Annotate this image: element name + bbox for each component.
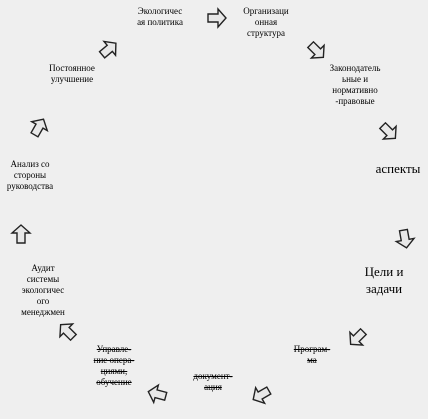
arrow-improvement-to-policy-icon [94, 34, 125, 65]
stage-audit: Аудит системы экологичес ого менеджмен [21, 263, 65, 317]
arrow-review-to-improvement-icon [24, 112, 54, 142]
arrow-program-to-docs-icon [246, 380, 276, 410]
stage-org-structure: Организаци онная структура [243, 6, 289, 38]
arrow-ops-to-audit-icon [51, 315, 82, 346]
arrow-audit-to-review-icon [10, 223, 32, 245]
stage-aspects: аспекты [375, 161, 421, 176]
stage-improvement: Постоянное улучшение [49, 63, 95, 84]
stage-documentation: документ- ация [193, 371, 233, 392]
arrow-docs-to-ops-icon [144, 381, 171, 408]
arrow-policy-to-org-icon [206, 7, 228, 29]
arrow-legal-to-aspects-icon [373, 116, 404, 147]
stage-operations: Управле- ние опера- циями, обучение [93, 344, 135, 387]
arrow-goals-to-program-icon [341, 322, 372, 353]
arrow-org-to-legal-icon [301, 35, 332, 66]
stage-program: Програм- ма [293, 344, 331, 365]
stage-eco-policy: Экологичес ая политика [137, 6, 183, 27]
stage-management-review: Анализ со стороны руководства [6, 159, 54, 191]
stage-legal: Законодатель ьные и нормативно -правовые [329, 63, 381, 106]
arrow-aspects-to-goals-icon [392, 226, 417, 251]
stage-goals: Цели и задачи [364, 264, 404, 296]
